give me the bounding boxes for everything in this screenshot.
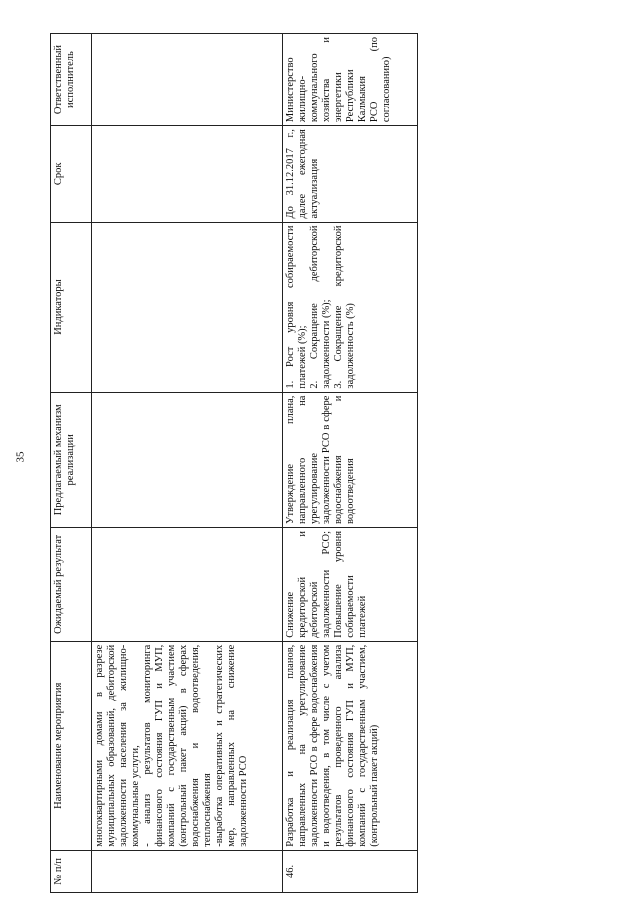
action-line: - анализ результатов мониторинга финансового состояния ГУП и МУП, компаний с государственным участием (контрольный пакет акций) в сферах водоснабжения и водоотведения, теплоснабжения (142, 644, 213, 847)
cell-indicators (283, 222, 418, 392)
measures-table (50, 33, 418, 893)
table-row (283, 34, 418, 893)
table-row (92, 34, 283, 893)
indicator-line: 3. Сокращение кредиторской задолженность (%) (333, 225, 356, 389)
cell-action (92, 641, 283, 850)
cell-num: 46. (283, 850, 418, 892)
cell-term: До 31.12.2017 г., далее ежегодная актуализация (283, 126, 418, 222)
table-header-row (51, 34, 92, 893)
cell-action (283, 641, 418, 850)
action-line: многоквартирными домами в разрезе муниципальных образований, дебиторской задолженности населения за жилищно-коммунальные услуги, (94, 644, 141, 847)
cell-executor (92, 34, 283, 126)
rotated-table-sheet (50, 33, 410, 893)
header-executor: Ответственный исполнитель (51, 34, 92, 126)
action-line: -выработка оперативных и стратегических мер, направленных на снижение задолженности РСО (214, 644, 249, 847)
cell-mechanism: Утверждение плана, направленного на урегулирование задолженности РСО в сфере водоснабжения и водоотведения (283, 392, 418, 527)
header-result: Ожидаемый результат (51, 527, 92, 641)
cell-result: Снижение кредиторской и дебиторской задолженности РСО; Повышение уровня собираемости платежей (283, 527, 418, 641)
page-number: 35 (14, 451, 26, 463)
executor-line: РСО (по согласованию) (369, 37, 392, 123)
action-line: Разработка и реализация планов, направленных на урегулирование задолженности РСО в сфере водоснабжения и водоотведения, в том числе с учетом результатов проведенного анализа финансового состояния ГУП и МУП, компаний с государственным участием, (контрольный пакет акций) (285, 644, 380, 847)
cell-mechanism (92, 392, 283, 527)
cell-term (92, 126, 283, 222)
cell-num (92, 850, 283, 892)
cell-executor (283, 34, 418, 126)
header-action: Наименование мероприятия (51, 641, 92, 850)
header-term: Срок (51, 126, 92, 222)
header-num: № п/п (51, 850, 92, 892)
executor-line: Министерство жилищно-коммунального хозяйства и энергетики Республики Калмыкия (285, 37, 368, 123)
header-indicators: Индикаторы (51, 222, 92, 392)
indicator-line: 1. Рост уровня собираемости платежей (%); (285, 225, 308, 389)
cell-result (92, 527, 283, 641)
cell-indicators (92, 222, 283, 392)
indicator-line: 2. Сокращение дебиторской задолженности (%); (309, 225, 332, 389)
header-mechanism: Предлагаемый механизм реализации (51, 392, 92, 527)
